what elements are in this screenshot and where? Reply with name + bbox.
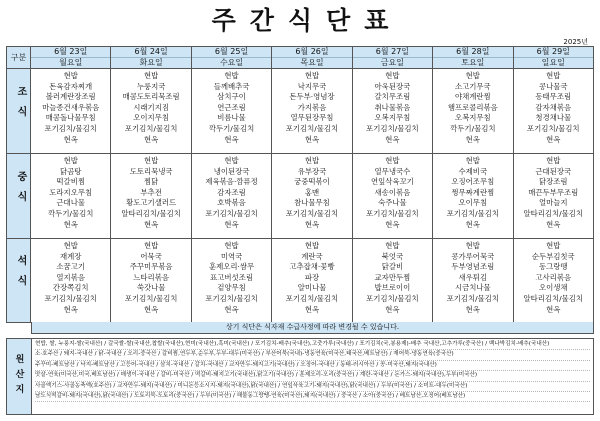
menu-cell	[513, 154, 593, 239]
menu-item: 시금치나물	[454, 283, 491, 293]
menu-item: 현밥	[385, 71, 400, 80]
menu-item: 볼러계란장조림	[45, 92, 96, 102]
menu-item: 포기김치/물김치	[446, 208, 500, 218]
day-header	[272, 47, 352, 69]
menu-item: 현옥	[546, 219, 561, 229]
menu-cell	[191, 69, 271, 154]
menu-item: 알타리김치/물김치	[523, 293, 584, 303]
menu-cell	[272, 69, 352, 154]
menu-item: 현밥	[304, 241, 320, 250]
menu-item: 계란국	[301, 251, 323, 261]
menu-cell	[433, 69, 513, 154]
menu-item: 현옥	[385, 134, 400, 144]
menu-item: 콩나물국	[538, 81, 568, 91]
year-label: 2025년	[563, 38, 588, 46]
menu-item: 콩가루어묵국	[451, 251, 495, 261]
menu-item: 현옥	[385, 304, 400, 314]
menu-item: 소꿈고기	[56, 262, 85, 272]
menu-item: 현옥	[63, 219, 78, 229]
meal-label	[7, 69, 31, 154]
menu-item: 닭곰탕	[60, 166, 82, 176]
menu-item: 감자채볶음	[535, 102, 572, 112]
menu-item: 현밥	[546, 241, 561, 250]
menu-item: 비름나물	[217, 113, 246, 123]
meal-row-breakfast	[7, 69, 594, 154]
menu-item: 동그랑땡	[538, 262, 568, 272]
menu-item: 열무된장무침	[290, 113, 334, 123]
menu-item: 현밥	[63, 241, 78, 250]
menu-item: 주꾸미무볶음	[129, 262, 173, 272]
menu-item: 누룽지국	[136, 81, 166, 91]
day-header	[433, 47, 513, 69]
menu-item: 오징어조무침	[451, 177, 495, 187]
day-header	[513, 47, 593, 69]
menu-item: 시래기지짐	[133, 102, 169, 112]
menu-item: 열지볶음	[56, 272, 85, 282]
menu-item: 궁중떡볶이	[294, 177, 330, 187]
menu-item: 연잎삭육꼬기	[370, 177, 414, 187]
menu-item: 현밥	[385, 241, 400, 250]
menu-item: 현밥	[224, 156, 239, 165]
menu-item: 포기김치/물김치	[44, 293, 97, 303]
menu-item: 파장	[304, 272, 320, 282]
menu-item: 현밥	[465, 241, 480, 250]
menu-item: 매끈두부무조림	[528, 187, 579, 197]
menu-item: 연근조림	[217, 102, 246, 112]
day-date: 6월 24일	[111, 47, 190, 58]
menu-item: 마늘종건새우볶음	[42, 102, 100, 112]
menu-item: 현옥	[304, 134, 320, 144]
meal-row-lunch	[7, 154, 594, 239]
menu-item: 현옥	[224, 304, 239, 314]
menu-item: 황도고기샐러드	[126, 198, 177, 208]
menu-cell	[191, 154, 271, 239]
menu-cell	[352, 69, 432, 154]
day-weekday: 월요일	[59, 58, 83, 67]
menu-item: 가지볶음	[297, 102, 327, 112]
menu-item: 현옥	[224, 134, 239, 144]
menu-item: 포기김치/물김치	[124, 123, 178, 133]
menu-item: 참나물무침	[294, 198, 330, 208]
menu-cell	[272, 154, 352, 239]
menu-item: 현밥	[465, 71, 480, 80]
meal-row-dinner	[7, 239, 594, 323]
menu-item: 현밥	[63, 156, 78, 165]
menu-item: 현밥	[63, 71, 78, 80]
menu-item: 홍맨	[304, 187, 320, 197]
day-header	[352, 47, 432, 69]
origin-line: 남도식떡갈비-돼지(국내산),닭(국내산) / 도토리묵-도토리(중국산) / 두부(미국산) / 해물동그랑땡-연육(미국산),돼지(국내산) / 중국산 / 소아(중국산) / 베트남산,오징어(베트남산)	[35, 392, 590, 402]
menu-item: 오이지무침	[133, 113, 169, 123]
menu-item: 겉양무침	[217, 283, 246, 293]
menu-item: 현밥	[546, 156, 561, 165]
menu-item: 오복지무침	[454, 113, 491, 123]
menu-item: 간장쪽김치	[52, 283, 89, 293]
day-weekday: 금요일	[380, 58, 404, 67]
day-weekday: 화요일	[139, 58, 163, 67]
menu-table	[6, 46, 594, 323]
menu-item: 부추전	[140, 187, 162, 197]
menu-item: 알미나물	[297, 283, 327, 293]
menu-item: 현밥	[304, 71, 320, 80]
day-date: 6월 25일	[192, 47, 271, 58]
menu-item: 냉이된장국	[213, 166, 250, 176]
menu-cell	[31, 154, 111, 239]
menu-item: 깍두기/물김치	[208, 123, 255, 133]
menu-item: 훈제오리·쌈무	[208, 262, 255, 272]
meal-label-text: 석식	[15, 255, 26, 295]
menu-item: 열무냉국수	[374, 166, 411, 176]
meal-label	[7, 154, 31, 239]
menu-item: 들께배추국	[213, 81, 250, 91]
menu-item: 교자만두찜	[374, 272, 411, 282]
menu-item: 오이생채	[538, 283, 568, 293]
menu-item: 포기김치/물김치	[285, 293, 339, 303]
menu-item: 아욱된장국	[374, 81, 411, 91]
menu-item: 고사리볶음	[535, 272, 572, 282]
menu-item: 포기김치/물김치	[285, 208, 339, 218]
menu-item: 숙주나물	[378, 198, 407, 208]
menu-cell	[272, 239, 352, 323]
menu-item: 현옥	[304, 304, 320, 314]
menu-item: 현밥	[143, 71, 159, 80]
menu-item: 햄프로콜리볶음	[447, 102, 498, 112]
menu-item: 현옥	[63, 304, 78, 314]
origin-line: 주꾸미-베트남산 / 낙지-베트남산 / 고등어-국내산 / 삼치-국내산 / 갈치-국내산 / 교자만두-돼지고기(국내산) / 오징어-국내산 / 동태-러시아산 / 꽁-미국산,돼지(국내산)	[35, 361, 590, 371]
day-header	[111, 47, 191, 69]
menu-cell	[352, 154, 432, 239]
menu-cell	[513, 239, 593, 323]
origin-label-text: 원산지	[13, 354, 24, 399]
menu-item: 청경채나물	[535, 113, 572, 123]
menu-item: 순두부김칫국	[531, 251, 575, 261]
menu-cell	[111, 239, 191, 323]
meal-label-text: 중식	[15, 170, 26, 211]
menu-item: 찜닭	[143, 177, 159, 187]
menu-item: 포기김치/물김치	[366, 208, 419, 218]
menu-item: 새우튀김	[458, 272, 488, 282]
menu-item: 느타리볶음	[133, 272, 169, 282]
menu-item: 도라지오무침	[49, 187, 93, 197]
menu-item: 현옥	[304, 219, 320, 229]
menu-item: 포기김치/물김치	[527, 123, 580, 133]
corner-label: 구분	[7, 47, 31, 69]
menu-item: 오이무침	[458, 198, 488, 208]
origin-line: 소·호주산 / 돼지-국내산 / 닭-국내산 / 오리-중국산 / 갈비찜,연두부,순두부,두부-대두(미국산) / 부산어묵(국내)-냉동연육(미국산,태국산,베트남산) / 재어묵-냉동연육(중국산)	[35, 350, 590, 360]
menu-cell	[31, 69, 111, 154]
menu-item: 현옥	[385, 219, 400, 229]
menu-item: 근대나물	[56, 198, 85, 208]
day-date: 6월 26일	[272, 47, 351, 58]
menu-cell	[513, 69, 593, 154]
menu-item: 알타리김치/물김치	[523, 208, 584, 218]
menu-cell	[31, 239, 111, 323]
day-weekday: 수요일	[219, 58, 244, 67]
menu-item: 유부장국	[297, 166, 327, 176]
menu-item: 취나물볶음	[374, 102, 411, 112]
menu-item: 근대된장국	[535, 166, 572, 176]
menu-item: 현밥	[465, 156, 480, 165]
menu-cell	[111, 154, 191, 239]
menu-cell	[433, 239, 513, 323]
menu-item: 쑥갓나물	[136, 283, 166, 293]
menu-item: 현밥	[224, 71, 239, 80]
menu-item: 도토리묵냉국	[129, 166, 173, 176]
menu-item: 깍두기/물김치	[450, 123, 496, 133]
menu-cell	[191, 239, 271, 323]
origin-line: 맛살-연육(미국산,미국,베트남산) / 매생이-국내산 / 갈비-미국산 / 떡갈비-돼지고기(국내산),닭고기(국내산) / 훈제오리-오리(중국산) / 계란-국내산 / 돈가스-돼지(국내산),두부(미국산)	[35, 371, 590, 381]
origin-panel	[6, 338, 594, 415]
menu-item: 깍두기/물김치	[48, 208, 94, 218]
menu-item: 현밥	[385, 156, 400, 165]
menu-item: 갈치무조림	[374, 92, 411, 102]
menu-item: 호박볶음	[217, 198, 246, 208]
menu-item: 밥브로이이	[374, 283, 411, 293]
header-row	[7, 47, 594, 69]
menu-item: 돈육감자찌개	[49, 81, 93, 91]
menu-item: 매콤돌나물무침	[45, 113, 96, 123]
menu-item: 포기김치/물김치	[205, 293, 258, 303]
meal-label-text: 조식	[15, 85, 26, 126]
menu-item: 현옥	[224, 219, 239, 229]
day-weekday: 토요일	[461, 58, 485, 67]
menu-item: 새송이볶음	[374, 187, 411, 197]
menu-item: 재계장	[60, 251, 82, 261]
menu-item: 떡갈비찜	[56, 177, 85, 187]
menu-item: 어묵국	[140, 251, 162, 261]
menu-item: 현옥	[63, 134, 78, 144]
menu-item: 돈두부·영념장	[289, 92, 335, 102]
menu-item: 삼치구이	[217, 92, 246, 102]
menu-item: 포기김치/물김치	[366, 123, 419, 133]
day-date: 6월 23일	[31, 47, 110, 58]
day-date: 6월 28일	[433, 47, 512, 58]
page-title: 주간식단표	[211, 6, 403, 35]
menu-item: 낙지무국	[297, 81, 327, 91]
menu-item: 현밥	[143, 156, 159, 165]
day-date: 6월 29일	[514, 47, 593, 58]
menu-item: 쩡무짜계란찜	[451, 187, 495, 197]
menu-item: 현옥	[546, 134, 561, 144]
menu-item: 닭갈비	[381, 262, 404, 272]
menu-item: 현옥	[465, 219, 480, 229]
menu-item: 미역국	[220, 251, 243, 261]
menu-item: 포기김치/물김치	[205, 208, 258, 218]
menu-item: 감자조림	[217, 187, 246, 197]
menu-item: 현밥	[304, 156, 320, 165]
menu-item: 제육볶음·깜퓨정	[205, 177, 258, 187]
menu-item: 포기김치/물김치	[446, 293, 500, 303]
menu-item: 포기김치/물김치	[285, 123, 339, 133]
origin-list	[32, 339, 593, 414]
menu-item: 표고버섯조림	[210, 272, 253, 282]
day-header	[31, 47, 111, 69]
menu-item: 현옥	[143, 134, 159, 144]
menu-item: 알타리김치/물김치	[121, 208, 181, 218]
menu-item: 얼마늘지	[538, 198, 568, 208]
meal-label	[7, 239, 31, 323]
day-header	[191, 47, 271, 69]
menu-item: 닭장조림	[538, 177, 568, 187]
menu-notice: 상기 식단은 식자재 수급사정에 따라 변경될 수 있습니다.	[31, 322, 594, 334]
day-weekday: 목요일	[300, 58, 324, 67]
day-weekday: 일요일	[541, 58, 565, 67]
menu-item: 포기김치/물김치	[366, 293, 419, 303]
menu-item: 현밥	[546, 71, 561, 80]
menu-cell	[433, 154, 513, 239]
day-date: 6월 27일	[353, 47, 432, 58]
menu-item: 오복지무침	[374, 113, 411, 123]
menu-item: 야채계란찜	[454, 92, 491, 102]
menu-item: 현옥	[546, 304, 561, 314]
menu-item: 동태무조림	[535, 92, 572, 102]
origin-line: 사골엑기스-사골농축액(호주산) / 교자만두-돼지(국내산) / 미니돈등소시지-돼지(국내산),닭(국내산) / 연잎삭육고기-돼지(국내산),닭(국내산) / 두부(미국산) / 소미트-대두(미국산)	[35, 382, 590, 392]
menu-cell	[111, 69, 191, 154]
origin-label	[7, 339, 32, 414]
menu-item: 현옥	[143, 219, 159, 229]
menu-cell	[352, 239, 432, 323]
menu-item: 고추잡채·꽃빵	[289, 262, 335, 272]
menu-item: 수제비국	[458, 166, 488, 176]
menu-item: 현옥	[465, 134, 480, 144]
menu-item: 북엇국	[381, 251, 404, 261]
menu-item: 현옥	[465, 304, 480, 314]
menu-item: 현옥	[143, 304, 159, 314]
menu-item: 매콤도토리묵조림	[122, 92, 180, 102]
origin-line: 현밥, 쌀, 누룽지-쌀(국내산) / 갈국쌀-쌀(국내산,찹쌀(국내산),현미(국내산),흑미(국내산) / 포기김치-배추(국내산),고춧가루(국내산) / 포기김치(국,봉용제)-배추 국내산,고추가루(중국산) / 백나박김치-배추(국내산)	[35, 340, 590, 350]
menu-item: 포기김치/물김치	[44, 123, 97, 133]
menu-item: 두부영념조림	[451, 262, 495, 272]
menu-item: 현밥	[143, 241, 159, 250]
menu-item: 포기김치/물김치	[124, 293, 178, 303]
menu-item: 현밥	[224, 241, 239, 250]
menu-item: 소고기무국	[454, 81, 491, 91]
